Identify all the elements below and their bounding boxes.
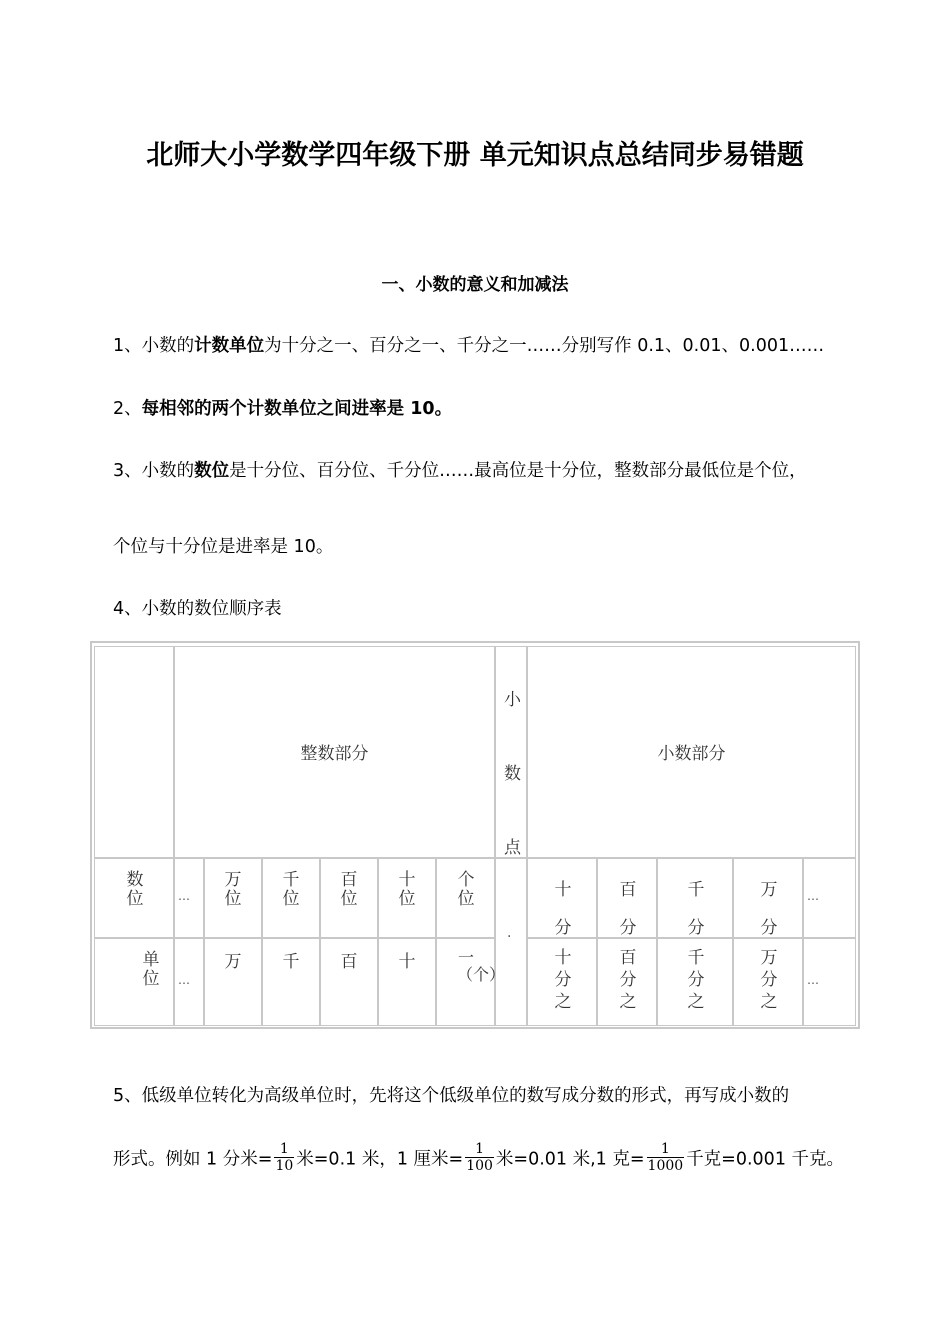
unit-cell-shifenzhi: 十分之	[527, 938, 597, 1026]
paragraph-5-line-2	[113, 1143, 844, 1176]
fraction-1-100: $\frac{1}{100}$	[466, 1141, 493, 1174]
digit-ellipsis-right: …	[803, 858, 856, 938]
p5-text-e: 千克=0.001 千克。	[686, 1149, 845, 1170]
decimal-part-header: 小数部分	[527, 646, 856, 858]
p3-text-c: 是十分位、百分位、千分位……最高位是十分位，整数部分最低位是个位，	[229, 461, 807, 481]
p5-text-c: 米=0.1 米，1 厘米=	[296, 1149, 464, 1170]
decimal-point-header: 小数点	[495, 646, 527, 858]
fraction-1-1000: $\frac{1}{1000}$	[647, 1141, 684, 1174]
digit-cell-qian: 千位	[262, 858, 320, 938]
section-title: 一、小数的意义和加减法	[381, 275, 569, 295]
unit-cell-bai: 百	[320, 938, 378, 1026]
paragraph-5-line-1: 5、低级单位转化为高级单位时，先将这个低级单位的数写成分数的形式，再写成小数的	[113, 1086, 790, 1106]
unit-cell-baifenzhi: 百分之	[597, 938, 657, 1026]
unit-cell-qianfenzhi: 千分之	[657, 938, 733, 1026]
p2-text-a: 2、	[113, 399, 142, 419]
p3-text-a: 3、小数的	[113, 461, 195, 481]
integer-part-header: 整数部分	[174, 646, 495, 858]
unit-ellipsis-left: …	[174, 938, 204, 1026]
fraction-1-10: $\frac{1}{10}$	[275, 1141, 294, 1174]
paragraph-2	[113, 395, 452, 420]
unit-cell-shi: 十	[378, 938, 436, 1026]
p1-bold: 计数单位	[194, 336, 265, 356]
digit-cell-baifen: 百分	[597, 858, 657, 938]
row-label-digit: 数位	[94, 858, 174, 938]
unit-cell-yi-ge: 一（个）	[436, 938, 495, 1026]
paragraph-1	[113, 332, 824, 357]
p1-text-c: 为十分之一、百分之一、千分之一……分别写作 0.1、0.01、0.001……	[264, 336, 825, 356]
digit-cell-shifen: 十分	[527, 858, 597, 938]
digit-ellipsis-left: …	[174, 858, 204, 938]
digit-cell-qianfen: 千分	[657, 858, 733, 938]
row-label-unit: 单位	[94, 938, 174, 1026]
unit-cell-wanfenzhi: 万分之	[733, 938, 803, 1026]
p2-bold: 每相邻的两个计数单位之间进率是 10。	[141, 399, 453, 419]
paragraph-3-line-1	[113, 457, 807, 482]
digit-cell-wanfen: 万分	[733, 858, 803, 938]
document-title: 北师大小学数学四年级下册 单元知识点总结同步易错题	[146, 140, 804, 171]
digit-cell-ge: 个位	[436, 858, 495, 938]
digit-cell-wan: 万位	[204, 858, 262, 938]
unit-ellipsis-right: …	[803, 938, 856, 1026]
p3-bold: 数位	[194, 461, 230, 481]
table-corner-cell	[94, 646, 174, 858]
decimal-point-cell: ·	[495, 858, 527, 1026]
unit-cell-wan: 万	[204, 938, 262, 1026]
digit-cell-shi: 十位	[378, 858, 436, 938]
p1-text-a: 1、小数的	[113, 336, 195, 356]
unit-cell-qian: 千	[262, 938, 320, 1026]
place-value-table	[90, 641, 860, 1029]
p5-text-d: 米=0.01 米,1 克=	[495, 1149, 645, 1170]
paragraph-4: 4、小数的数位顺序表	[113, 599, 282, 619]
p5-text-b: 形式。例如 1 分米=	[113, 1149, 273, 1170]
digit-cell-bai: 百位	[320, 858, 378, 938]
paragraph-3-line-2: 个位与十分位是进率是 10。	[113, 537, 334, 557]
